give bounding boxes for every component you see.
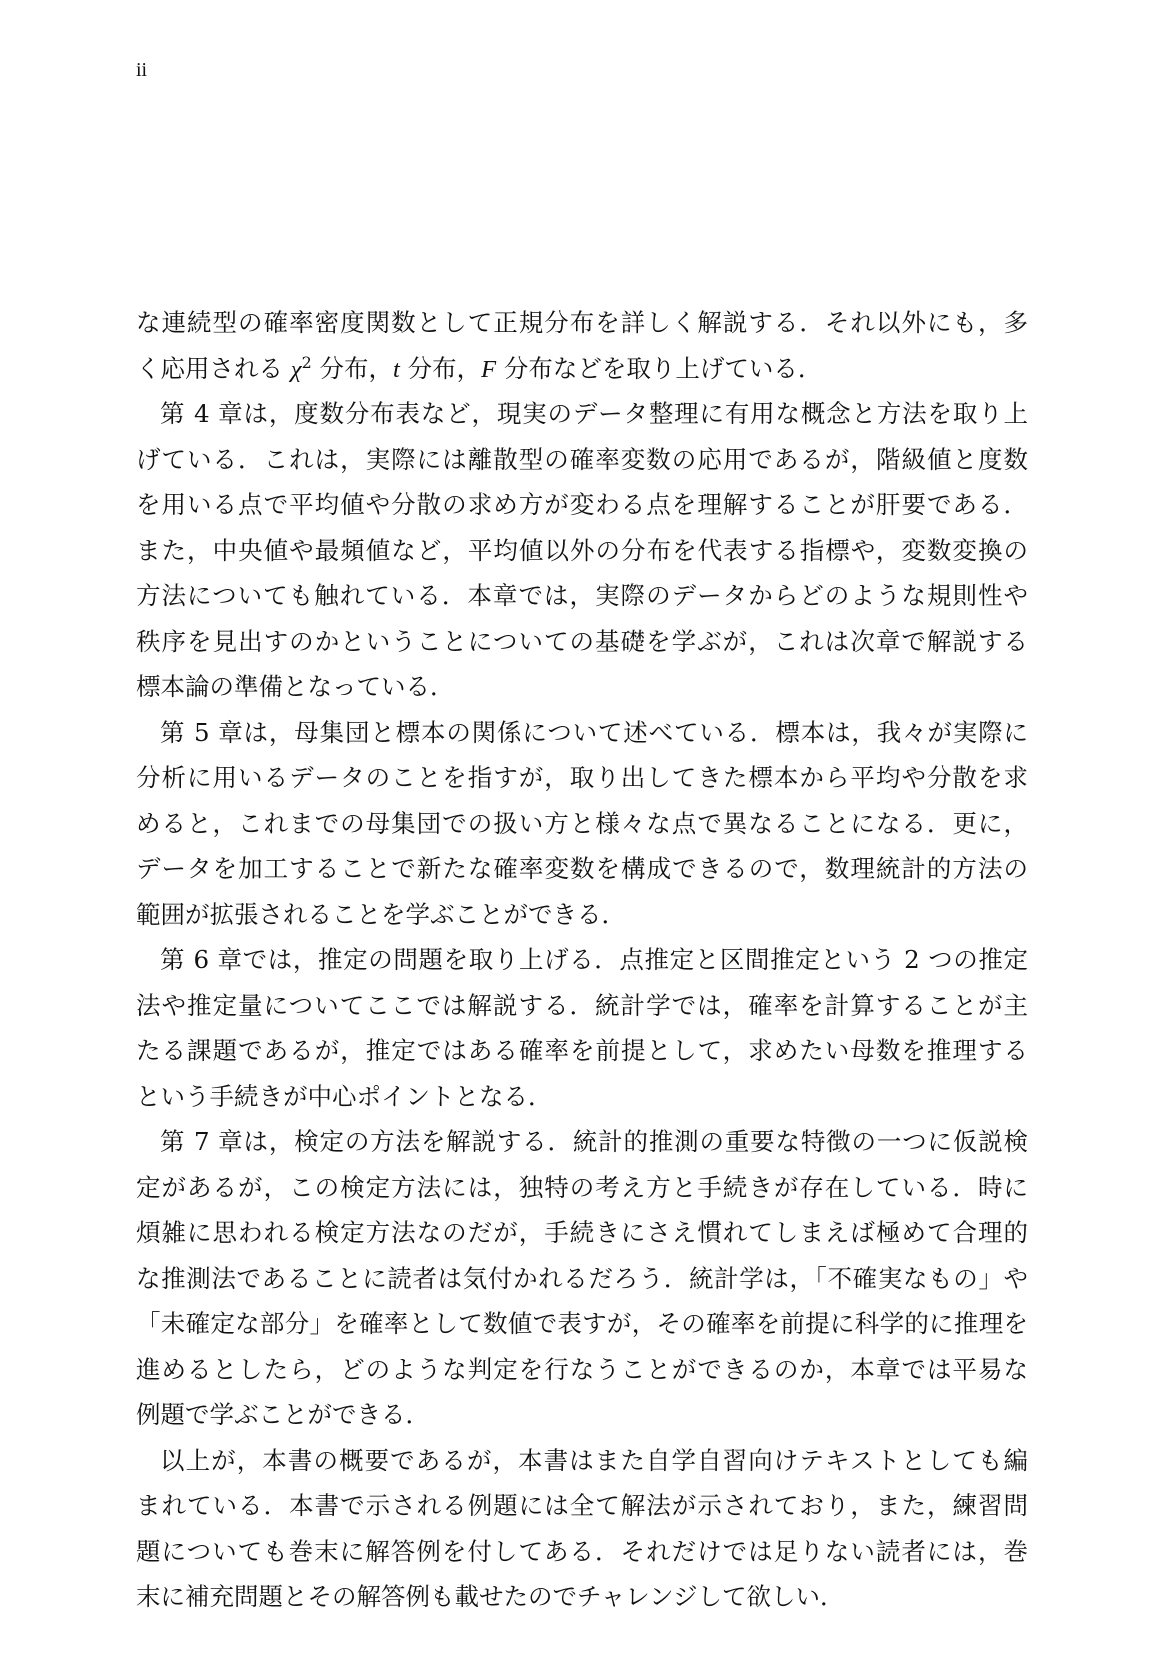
text-segment: 分布， xyxy=(311,353,393,383)
text-line: たる課題であるが，推定ではある確率を前提として，求めたい母数を推理する xyxy=(136,1036,1028,1065)
text-line: げている．これは，実際には離散型の確率変数の応用であるが，階級値と度数 xyxy=(136,444,1028,474)
paragraph-start-line: 第 5 章は，母集団と標本の関係について述べている．標本は，我々が実際に xyxy=(160,717,1028,747)
paragraph-end-line: 末に補充問題とその解答例も載せたのでチャレンジして欲しい． xyxy=(136,1582,845,1611)
text-line: 「未確定な部分」を確率として数値で表すが，その確率を前提に科学的に推理を xyxy=(136,1309,1028,1338)
text-line: 煩雑に思われる検定方法なのだが，手続きにさえ慣れてしまえば極めて合理的 xyxy=(136,1218,1028,1247)
text-segment: 分布， xyxy=(399,353,482,383)
chi-symbol: χ xyxy=(290,355,302,383)
text-line: めると，これまでの母集団での扱い方と様々な点で異なることになる．更に， xyxy=(136,808,1028,838)
text-line: 秩序を見出すのかということについての基礎を学ぶが，これは次章で解説する xyxy=(136,626,1028,656)
text-line: データを加工することで新たな確率変数を構成できるので，数理統計的方法の xyxy=(136,854,1028,883)
paragraph-start-line: 以上が，本書の概要であるが，本書はまた自学自習向けテキストとしても編 xyxy=(160,1445,1028,1475)
text-line: 法や推定量についてここでは解説する．統計学では，確率を計算することが主 xyxy=(136,990,1028,1020)
paragraph-start-line: 第 6 章では，推定の問題を取り上げる．点推定と区間推定という 2 つの推定 xyxy=(160,945,1028,974)
text-line: また，中央値や最頻値など，平均値以外の分布を代表する指標や，変数変換の xyxy=(136,535,1028,565)
t-symbol: t xyxy=(393,355,400,383)
text-line: 進めるとしたら，どのような判定を行なうことができるのか，本章では平易な xyxy=(136,1354,1028,1384)
paragraph-end-line: という手続きが中心ポイントとなる． xyxy=(136,1081,553,1111)
text-segment: 分布などを取り上げている． xyxy=(496,353,823,383)
text-segment: く応用される xyxy=(136,353,291,383)
text-line: 分析に用いるデータのことを指すが，取り出してきた標本から平均や分散を求 xyxy=(136,763,1028,792)
chi-exponent: 2 xyxy=(301,352,312,372)
text-line: まれている．本書で示される例題には全て解法が示されており，また，練習問 xyxy=(136,1491,1028,1520)
text-line: 定があるが，この検定方法には，独特の考え方と手続きが存在している．時に xyxy=(136,1172,1028,1202)
text-line-with-math xyxy=(136,346,1028,392)
page-number: ii xyxy=(136,59,148,81)
paragraph-end-line: 範囲が拡張されることを学ぶことができる． xyxy=(136,899,626,929)
f-symbol: F xyxy=(481,355,497,383)
body-text xyxy=(136,300,1028,1620)
text-line: 題についても巻末に解答例を付してある．それだけでは足りない読者には，巻 xyxy=(136,1536,1028,1566)
text-line: な連続型の確率密度関数として正規分布を詳しく解説する．それ以外にも，多 xyxy=(136,308,1028,337)
paragraph-end-line: 例題で学ぶことができる． xyxy=(136,1400,430,1429)
text-line: 方法についても触れている．本章では，実際のデータからどのような規則性や xyxy=(136,581,1028,610)
text-line: を用いる点で平均値や分散の求め方が変わる点を理解することが肝要である． xyxy=(136,490,1028,519)
paragraph-start-line: 第 4 章は，度数分布表など，現実のデータ整理に有用な概念と方法を取り上 xyxy=(160,399,1028,428)
paragraph-end-line: 標本論の準備となっている． xyxy=(136,672,455,701)
paragraph-start-line: 第 7 章は，検定の方法を解説する．統計的推測の重要な特徴の一つに仮説検 xyxy=(160,1127,1028,1156)
text-line: な推測法であることに読者は気付かれるだろう．統計学は，「不確実なもの」や xyxy=(136,1263,1028,1293)
